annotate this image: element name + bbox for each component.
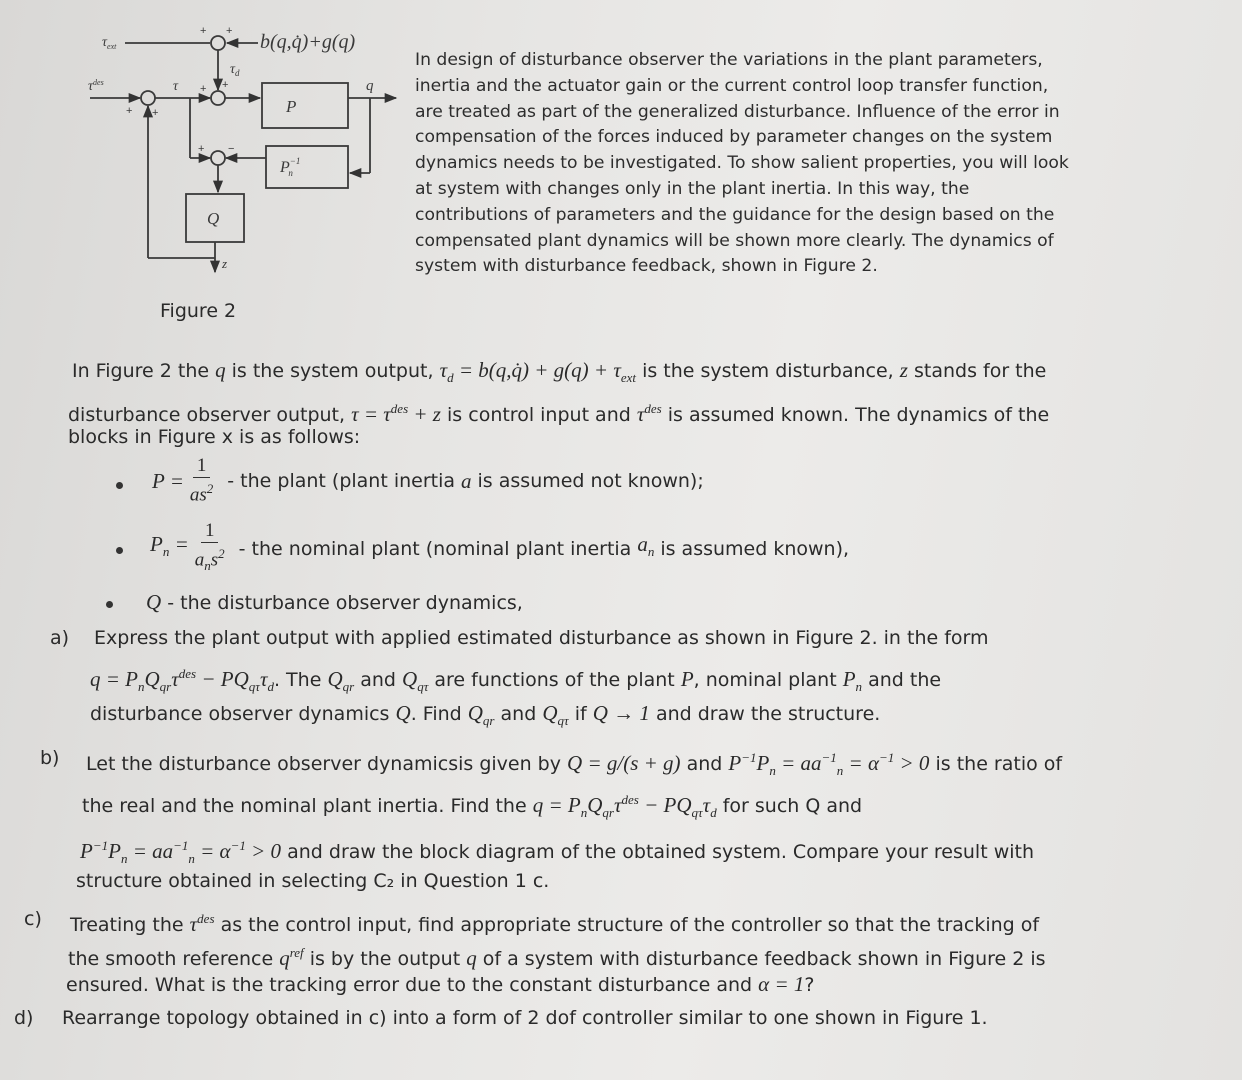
label-disturbance-expression: b(q,q̇)+g(q)	[260, 31, 356, 53]
label-q-output: q	[366, 78, 374, 94]
intro-line: are treated as part of the generalized disturbance. Influence of the error in	[415, 101, 1060, 122]
bullet-nominal-plant: $P_n$ = $\frac{1}{a_ns^2}$ - the nominal plant (nominal plant inertia $a_n$ is assumed known),	[150, 520, 850, 574]
question-d-line-1: Rearrange topology obtained in c) into a form of 2 dof controller similar to one shown in Figure 1.	[62, 1007, 988, 1029]
question-a-line-1: Express the plant output with applied estimated disturbance as shown in Figure 2. in the form	[94, 627, 989, 649]
plant-input-sum-junction	[211, 91, 225, 105]
label-z: z	[222, 256, 228, 271]
bullet-marker	[116, 482, 123, 489]
sign-plus-plant-left: +	[200, 83, 207, 95]
bullet-marker	[116, 547, 123, 554]
question-b-line-3: $P^{-1}P_n = aa^{-1}_n = \alpha^{-1} > 0$ and draw the block diagram of the obtained system. Compare your result with	[80, 838, 1035, 867]
label-tau: τ	[173, 79, 179, 94]
observer-sum-junction	[211, 151, 225, 165]
intro-line: In design of disturbance observer the variations in the plant parameters,	[415, 50, 1043, 70]
intro-line: compensation of the forces induced by parameter changes on the system	[415, 127, 1053, 148]
question-c-line-3: ensured. What is the tracking error due to the constant disturbance and α = 1?	[66, 972, 815, 996]
question-a-line-2: $q = P_nQ_{qr}\tau^{des} - PQ_{q\tau}\tau_d$. The $Q_{qr}$ and $Q_{q\tau}$ are functions of the plant P, nominal plant $P_n$ and the	[90, 666, 942, 695]
figure-caption: Figure 2	[160, 300, 237, 322]
question-d-label: d)	[14, 1007, 34, 1029]
intro-paragraph	[415, 48, 1160, 280]
label-tau-d: $\tau_d$	[230, 62, 240, 78]
intro-line: at system with changes only in the plant inertia. In this way, the	[415, 178, 970, 199]
question-c-line-1: Treating the $\tau^{des}$ as the control input, find appropriate structure of the controller so that the tracking of	[70, 911, 1040, 936]
label-pn-inverse: $P^{-1}$ n	[280, 156, 301, 178]
sign-plus-top: +	[200, 25, 207, 37]
label-tau-ext: $\tau_{ext}$	[102, 35, 117, 51]
intro-line: inertia and the actuator gain or the current control loop transfer function,	[415, 75, 1049, 96]
question-c-line-2: the smooth reference $q^{ref}$ is by the output q of a system with disturbance feedback shown in Figure 2 is	[68, 945, 1046, 970]
control-sum-junction	[141, 91, 155, 105]
question-c-label: c)	[24, 908, 42, 930]
label-Q-block: Q	[207, 209, 220, 228]
question-a-label: a)	[50, 627, 70, 649]
intro-line: contributions of parameters and the guidance for the design based on the	[415, 204, 1055, 225]
bullet-marker	[106, 601, 113, 608]
sign-plus-left-bottom: +	[152, 107, 159, 119]
intro-line: dynamics needs to be investigated. To show salient properties, you will look	[415, 153, 1069, 174]
question-b-line-2: the real and the nominal plant inertia. Find the $q = P_nQ_{qr}\tau^{des} - PQ_{q\tau}\tau_d$ for such Q and	[82, 792, 863, 821]
question-b-label: b)	[40, 747, 60, 769]
intro-line: system with disturbance feedback, shown in Figure 2.	[415, 256, 878, 277]
label-plant-P: P	[286, 97, 297, 116]
bullet-plant: P = $\frac{1}{as^2}$ - the plant (plant inertia a is assumed not known);	[152, 455, 704, 506]
block-diagram-figure-2	[80, 18, 410, 283]
question-a-line-3: disturbance observer dynamics Q. Find $Q_{qr}$ and $Q_{q\tau}$ if Q → 1 and draw the structure.	[90, 701, 881, 729]
label-tau-des: $\tau^{des}$	[88, 78, 104, 94]
sign-plus-top-right: +	[226, 25, 233, 37]
sign-minus-observer: −	[228, 143, 235, 155]
bullet-observer: Q - the disturbance observer dynamics,	[146, 590, 523, 614]
plant-block-P	[262, 83, 348, 128]
question-b-line-4: structure obtained in selecting C₂ in Question 1 c.	[76, 870, 550, 892]
question-b-line-1: Let the disturbance observer dynamicsis given by Q = g/(s + g) and $P^{-1}P_n = aa^{-1}_n = \alpha^{-1} > 0$ is the ratio of	[86, 750, 1063, 779]
intro-line: compensated plant dynamics will be shown more clearly. The dynamics of	[415, 230, 1054, 251]
paragraph-line-3: blocks in Figure x is as follows:	[68, 426, 361, 448]
sign-plus-left: +	[126, 105, 133, 117]
nominal-plant-inverse-block	[266, 146, 348, 188]
disturbance-sum-junction	[211, 36, 225, 50]
paragraph-line-2: disturbance observer output, $\tau = \tau^{des} + z$ is control input and $\tau^{des}$ is assumed known. The dynamics of the	[68, 401, 1050, 426]
paragraph-line-1: In Figure 2 the q is the system output, $\tau_d$ = b(q,q̇) + $g(q) + \tau_{ext}$ is the system disturbance, z stands for the	[72, 358, 1047, 386]
sign-plus-observer: +	[198, 143, 205, 155]
sign-plus-plant-top: +	[222, 79, 229, 91]
